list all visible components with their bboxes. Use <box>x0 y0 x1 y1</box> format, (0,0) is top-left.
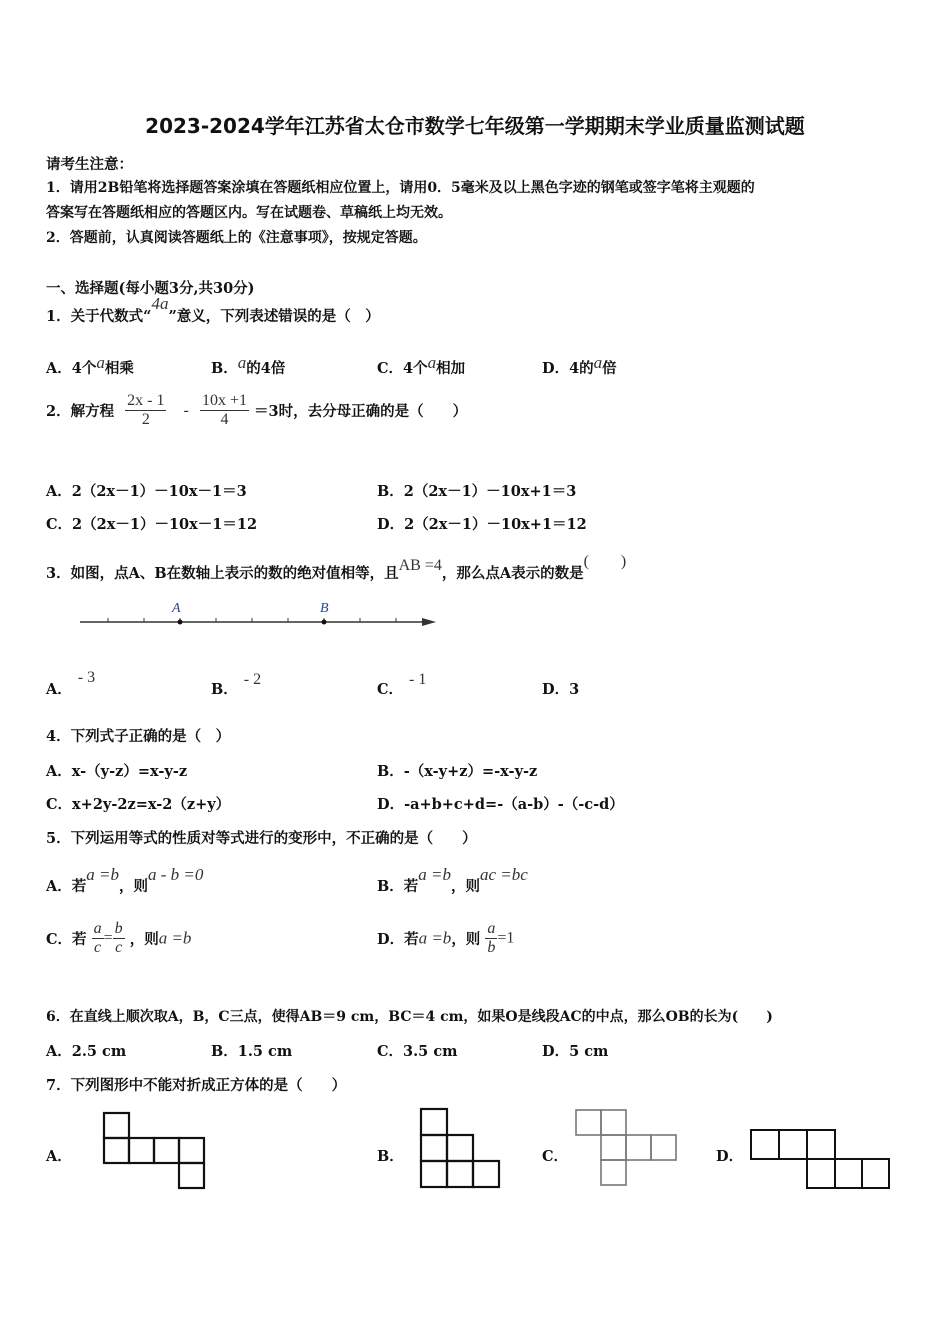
q5-d-num: a <box>487 920 496 937</box>
q5-option-c <box>46 920 191 957</box>
q3-b-value: - 2 <box>243 671 262 688</box>
q5-c-then: ，则 <box>129 931 159 948</box>
q5-c-num-1: a <box>93 920 102 937</box>
q1-d-var: a <box>593 353 603 372</box>
q1-option-a <box>46 353 134 378</box>
question-5: 5．下列运用等式的性质对等式进行的变形中，不正确的是（ ） <box>46 830 477 847</box>
q1-b-label: B． <box>211 360 238 377</box>
q3-stem-a: 3．如图，点A、B在数轴上表示的数的绝对值相等，且 <box>46 565 399 582</box>
q4-option-b: B．-（x-y+z）=-x-y-z <box>377 763 538 780</box>
q1-a-rest: 相乘 <box>104 360 134 377</box>
q3-option-b <box>211 671 262 699</box>
q3-option-a <box>46 669 96 699</box>
q7-option-a: A． <box>46 1148 72 1165</box>
q2-f2-num: 10x +1 <box>201 392 247 409</box>
notice-line-2: 2．答题前，认真阅读答题纸上的《注意事项》，按规定答题。 <box>46 230 427 246</box>
q6-option-d: D．5 cm <box>542 1043 609 1060</box>
question-7: 7．下列图形中不能对折成正方体的是（ ） <box>46 1077 347 1094</box>
q5-b-prefix: B．若 <box>377 878 419 895</box>
q5-option-d <box>377 920 514 957</box>
point-a-label: A <box>172 601 181 616</box>
q1-stem-a: 1．关于代数式“ <box>46 308 152 325</box>
q3-expr: AB =4 <box>398 557 442 574</box>
q2-minus: - <box>183 401 189 419</box>
q2-fraction-1 <box>125 392 166 429</box>
q1-c-var: a <box>427 353 437 372</box>
q1-d-label: D．4的 <box>542 360 594 377</box>
number-line <box>76 598 441 634</box>
q2-f1-den: 2 <box>141 411 150 428</box>
cube-net-b <box>419 1107 501 1189</box>
q1-option-c <box>377 353 466 378</box>
q5-b-then: ，则 <box>451 878 480 895</box>
q3-paren: ( ) <box>583 553 627 570</box>
cube-net-a <box>102 1111 208 1191</box>
q1-a-label: A．4个 <box>46 360 97 377</box>
q5-a-prefix: A．若 <box>46 878 87 895</box>
q6-option-b: B．1.5 cm <box>211 1043 293 1060</box>
point-a <box>178 620 183 625</box>
q5-d-den: b <box>487 939 496 956</box>
point-b-label: B <box>320 601 329 616</box>
q5-d-expr-2: =1 <box>497 929 515 947</box>
q2-option-a: A．2（2x－1）－10x－1＝3 <box>46 483 247 500</box>
section-heading: 一、选择题(每小题3分,共30分) <box>46 280 255 297</box>
page-title: 2023-2024学年江苏省太仓市数学七年级第一学期期末学业质量监测试题 <box>145 114 805 138</box>
q1-d-rest: 倍 <box>602 360 617 377</box>
q1-b-var: a <box>237 353 247 372</box>
q4-option-a: A．x-（y-z）=x-y-z <box>46 763 188 780</box>
q1-c-rest: 相加 <box>436 360 466 377</box>
q1-option-d <box>542 353 617 378</box>
q4-option-d: D．-a+b+c+d=-（a-b）-（-c-d） <box>377 796 624 813</box>
q5-c-prefix: C．若 <box>46 931 87 948</box>
q5-c-num-2: b <box>114 920 123 937</box>
q3-b-label: B． <box>211 681 238 698</box>
q3-c-value: - 1 <box>409 671 427 688</box>
q6-option-a: A．2.5 cm <box>46 1043 127 1060</box>
q1-b-rest: 的4倍 <box>246 360 286 377</box>
q5-d-then: ，则 <box>451 931 481 948</box>
q3-option-c <box>377 671 427 699</box>
q2-option-c: C．2（2x－1）－10x－1＝12 <box>46 516 258 533</box>
q3-a-label: A． <box>46 681 72 698</box>
notice-line-1b: 答案写在答题纸相应的答题区内。写在试题卷、草稿纸上均无效。 <box>46 205 452 221</box>
q2-stem-b: ＝3时，去分母正确的是（ ） <box>254 403 468 420</box>
q5-c-frac-1 <box>92 920 104 957</box>
cube-net-c <box>574 1108 680 1190</box>
q5-c-frac-2 <box>113 920 125 957</box>
q2-option-b: B．2（2x－1）－10x+1＝3 <box>377 483 577 500</box>
q5-a-then: ，则 <box>119 878 148 895</box>
q5-b-expr-2: ac =bc <box>480 865 528 884</box>
number-line-arrow <box>422 618 436 626</box>
notice-line-1a: 1．请用2B铅笔将选择题答案涂填在答题纸相应位置上，请用0．5毫米及以上黑色字迹的钢笔或签字笔将主观题的 <box>46 180 755 196</box>
q2-option-d: D．2（2x－1）－10x+1＝12 <box>377 516 587 533</box>
q5-c-den-2: c <box>115 939 123 956</box>
q7-option-b: B． <box>377 1148 404 1165</box>
question-6: 6．在直线上顺次取A，B，C三点，使得AB＝9 cm，BC＝4 cm，如果O是线段AC的中点，那么OB的长为( ) <box>46 1009 773 1025</box>
q1-expr: 4a <box>151 294 169 313</box>
q5-option-a <box>46 865 204 896</box>
q7-option-d: D． <box>716 1148 744 1165</box>
question-1 <box>46 294 380 326</box>
q3-c-label: C． <box>377 681 404 698</box>
q2-stem-a: 2．解方程 <box>46 403 115 420</box>
q3-option-d: D．3 <box>542 681 580 698</box>
q3-stem-b: ，那么点A表示的数是 <box>441 565 584 582</box>
q5-a-expr-2: a - b =0 <box>148 865 204 884</box>
q4-option-c: C．x+2y-2z=x-2（z+y） <box>46 796 231 813</box>
q5-b-expr-1: a =b <box>418 865 451 884</box>
question-2 <box>46 392 467 429</box>
q7-option-c: C． <box>542 1148 569 1165</box>
q5-c-equals: = <box>103 929 113 947</box>
q6-option-c: C．3.5 cm <box>377 1043 458 1060</box>
q5-d-expr-1: a =b <box>418 928 452 948</box>
q1-stem-b: ”意义，下列表述错误的是（ ） <box>168 308 380 325</box>
q5-a-expr-1: a =b <box>86 865 119 884</box>
notice-heading: 请考生注意： <box>46 156 133 173</box>
q5-c-expr-2: a =b <box>158 928 192 948</box>
q3-a-value: - 3 <box>77 669 96 686</box>
question-4: 4．下列式子正确的是（ ） <box>46 728 231 745</box>
q1-a-var: a <box>96 353 105 372</box>
q1-c-label: C．4个 <box>377 360 428 377</box>
q2-fraction-2 <box>200 392 249 429</box>
q2-f1-num: 2x - 1 <box>127 392 165 409</box>
q5-option-b <box>377 865 528 896</box>
point-b <box>322 620 327 625</box>
question-3 <box>46 553 627 583</box>
q5-d-frac <box>485 920 497 957</box>
q5-d-prefix: D．若 <box>377 931 419 948</box>
q2-f2-den: 4 <box>220 411 229 428</box>
cube-net-d <box>749 1128 891 1192</box>
q5-c-den-1: c <box>94 939 102 956</box>
q1-option-b <box>211 353 286 378</box>
